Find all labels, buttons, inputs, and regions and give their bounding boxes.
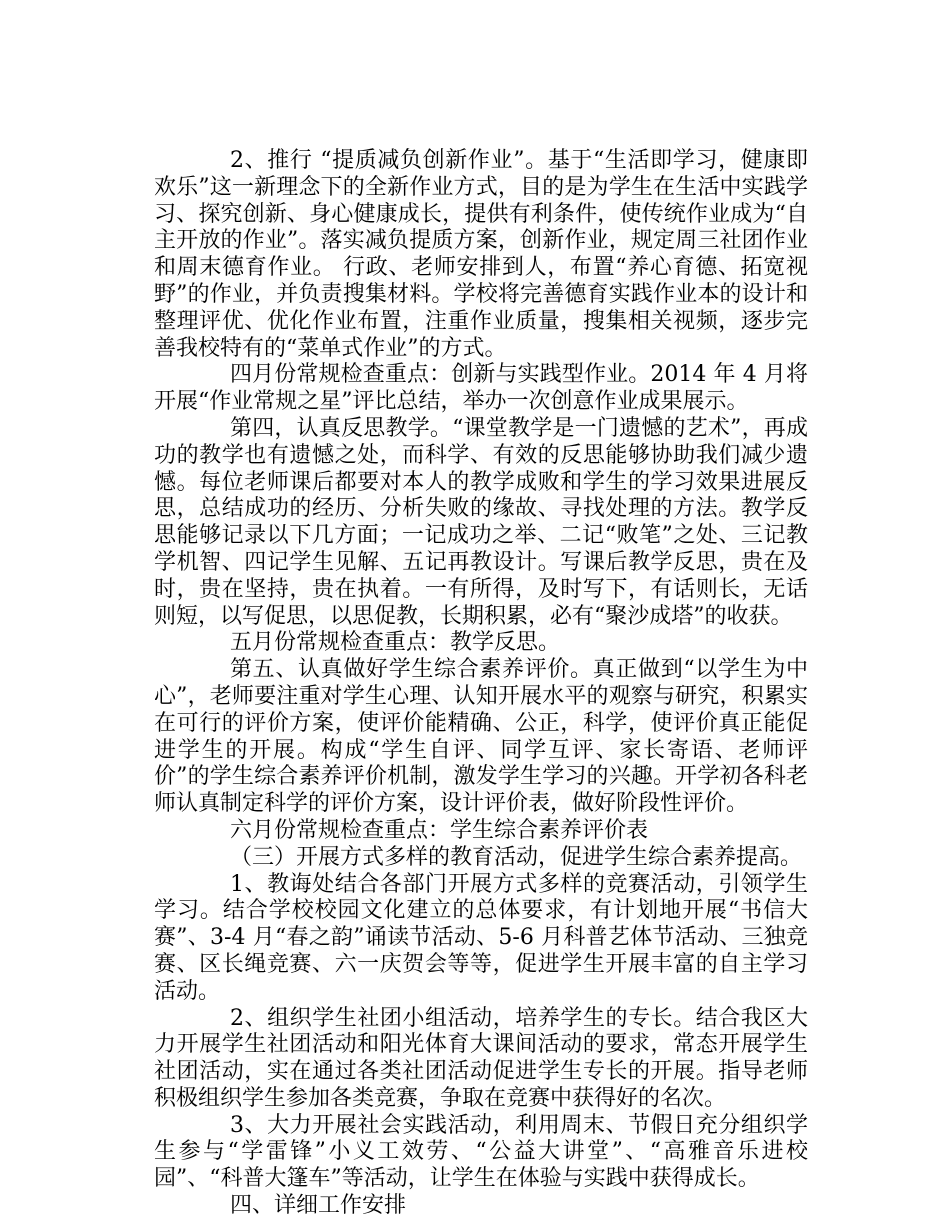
section-heading-activities: （三）开展方式多样的教育活动，促进学生综合素养提高。	[230, 844, 803, 870]
paragraph-homework-innovation: 2、推行 “提质减负创新作业”。基于“生活即学习，健康即欢乐”这一新理念下的全新作业方式，目的是为学生在生活中实践学习、探究创新、身心健康成长，提供有利条件，使传统作业成为“自主开放的作业”。落实减负提质方案，创新作业，规定周三社团作业和周末德育作业。 行政、老师安排到人，布置“养心育德、拓宽视野”的作业，并负责搜集材料。学校将完善德育实践作业本的设计和整理评优、优化作业布置，注重作业质量，搜集相关视频，逐步完善我校特有的“菜单式作业”的方式。	[154, 148, 808, 361]
paragraph-clubs: 2、组织学生社团小组活动，培养学生的专长。结合我区大力开展学生社团活动和阳光体育大课间活动的要求，常态开展学生社团活动，实在通过各类社团活动促进学生专长的开展。指导老师积极组织学生参加各类竞赛，争取在竞赛中获得好的名次。	[154, 1005, 808, 1111]
section-heading-work-schedule: 四、详细工作安排	[230, 1193, 407, 1219]
paragraph-reflective-teaching: 第四，认真反思教学。“课堂教学是一门遗憾的艺术”，再成功的教学也有遗憾之处，而科学、有效的反思能够协助我们减少遗憾。每位老师课后都要对本人的教学成败和学生的学习效果进展反思，总结成功的经历、分析失败的缘故、寻找处理的方法。教学反思能够记录以下几方面；一记成功之举、二记“败笔”之处、三记教学机智、四记学生见解、五记再教设计。写课后教学反思，贵在及时，贵在坚持，贵在执着。一有所得，及时写下，有话则长，无话则短，以写促思，以思促教，长期积累，必有“聚沙成塔”的收获。	[154, 415, 808, 629]
document-body	[154, 148, 808, 1220]
paragraph-social-practice: 3、大力开展社会实践活动，利用周末、节假日充分组织学生参与“学雷锋”小义工效劳、“公益大讲堂”、“高雅音乐进校园”、“科普大篷车”等活动，让学生在体验与实践中获得成长。	[154, 1112, 808, 1192]
paragraph-student-evaluation: 第五、认真做好学生综合素养评价。真正做到“以学生为中心”，老师要注重对学生心理、认知开展水平的观察与研究，积累实在可行的评价方案，使评价能精确、公正，科学，使评价真正能促进学生的开展。构成“学生自评、同学互评、家长寄语、老师评价”的学生综合素养评价机制，激发学生学习的兴趣。开学初各科老师认真制定科学的评价方案，设计评价表，做好阶段性评价。	[154, 657, 808, 817]
paragraph-april-check: 四月份常规检查重点：创新与实践型作业。2014 年 4 月将开展“作业常规之星”评比总结，举办一次创意作业成果展示。	[154, 362, 808, 415]
paragraph-competitions: 1、教诲处结合各部门开展方式多样的竞赛活动，引领学生学习。结合学校校园文化建立的总体要求，有计划地开展“书信大赛”、3-4 月“春之韵”诵读节活动、5-6 月科普艺体节活动、三独竞赛、区长绳竞赛、六一庆贺会等等，促进学生开展丰富的自主学习活动。	[154, 871, 808, 1004]
paragraph-june-check: 六月份常规检查重点：学生综合素养评价表	[230, 817, 649, 843]
paragraph-may-check: 五月份常规检查重点：教学反思。	[230, 630, 561, 656]
